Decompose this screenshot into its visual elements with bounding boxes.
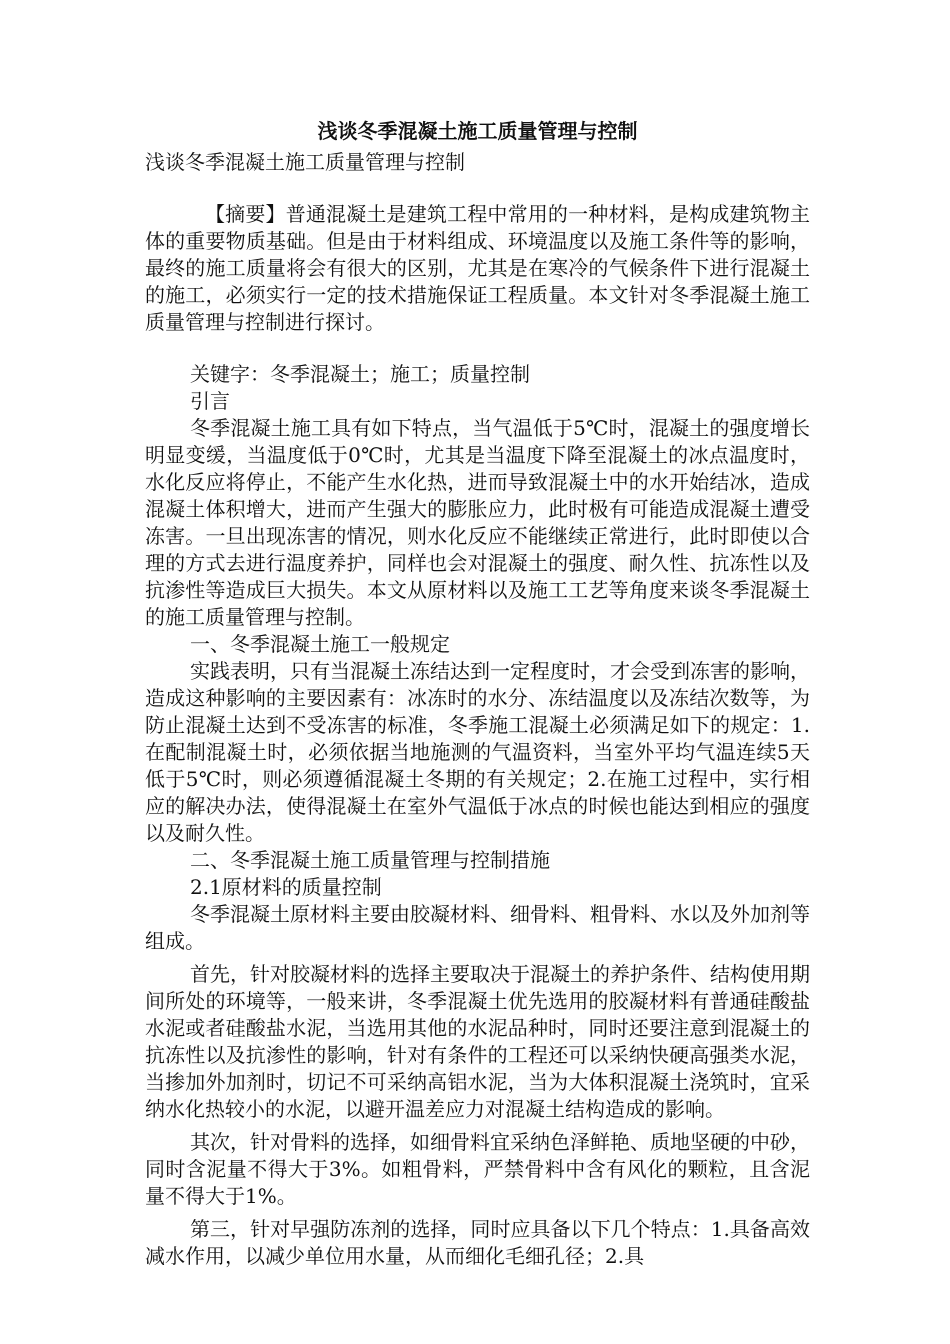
section1-heading: 一、冬季混凝土施工一般规定 <box>190 632 450 656</box>
section2-paragraph-1: 冬季混凝土原材料主要由胶凝材料、细骨料、粗骨料、水以及外加剂等组成。 <box>145 902 810 953</box>
document-body <box>145 118 810 1270</box>
abstract-paragraph: 【摘要】普通混凝土是建筑工程中常用的一种材料，是构成建筑物主体的重要物质基础。但是由于材料组成、环境温度以及施工条件等的影响，最终的施工质量将会有很大的区别，尤其是在寒冷的气候条件下进行混凝土的施工，必须实行一定的技术措施保证工程质量。本文针对冬季混凝土施工质量管理与控制进行探讨。 <box>145 202 810 334</box>
intro-heading: 引言 <box>190 389 230 413</box>
section2-heading: 二、冬季混凝土施工质量管理与控制措施 <box>190 848 550 872</box>
section2-1-heading: 2.1原材料的质量控制 <box>190 875 382 899</box>
section2-paragraph-2: 首先，针对胶凝材料的选择主要取决于混凝土的养护条件、结构使用期间所处的环境等，一般来讲，冬季混凝土优先选用的胶凝材料有普通硅酸盐水泥或者硅酸盐水泥，当选用其他的水泥品种时，同时还要注意到混凝土的抗冻性以及抗渗性的影响，针对有条件的工程还可以采纳快硬高强类水泥，当掺加外加剂时，切记不可采纳高铝水泥，当为大体积混凝土浇筑时，宜采纳水化热较小的水泥，以避开温差应力对混凝土结构造成的影响。 <box>145 962 810 1121</box>
keywords-line: 关键字：冬季混凝土；施工；质量控制 <box>190 362 530 386</box>
document-title: 浅谈冬季混凝土施工质量管理与控制 <box>317 119 638 143</box>
document-subtitle: 浅谈冬季混凝土施工质量管理与控制 <box>145 150 465 174</box>
intro-paragraph: 冬季混凝土施工具有如下特点，当气温低于5℃时，混凝土的强度增长明显变缓，当温度低于0℃时，尤其是当温度下降至混凝土的冰点温度时，水化反应将停止，不能产生水化热，进而导致混凝土中的水开始结冰，造成混凝土体积增大，进而产生强大的膨胀应力，此时极有可能造成混凝土遭受冻害。一旦出现冻害的情况，则水化反应不能继续正常进行，此时即使以合理的方式去进行温度养护，同样也会对混凝土的强度、耐久性、抗冻性以及抗渗性等造成巨大损失。本文从原材料以及施工工艺等角度来谈冬季混凝土的施工质量管理与控制。 <box>145 416 810 629</box>
section2-paragraph-4: 第三，针对早强防冻剂的选择，同时应具备以下几个特点：1.具备高效减水作用，以减少单位用水量，从而细化毛细孔径；2.具 <box>145 1217 810 1268</box>
section1-paragraph: 实践表明，只有当混凝土冻结达到一定程度时，才会受到冻害的影响，造成这种影响的主要因素有：冰冻时的水分、冻结温度以及冻结次数等，为防止混凝土达到不受冻害的标准，冬季施工混凝土必须满足如下的规定：1.在配制混凝土时，必须依据当地施测的气温资料，当室外平均气温连续5天低于5℃时，则必须遵循混凝土冬期的有关规定；2.在施工过程中，实行相应的解决办法，使得混凝土在室外气温低于冰点的时候也能达到相应的强度以及耐久性。 <box>145 659 810 845</box>
section2-paragraph-3: 其次，针对骨料的选择，如细骨料宜采纳色泽鲜艳、质地坚硬的中砂，同时含泥量不得大于3%。如粗骨料，严禁骨料中含有风化的颗粒，且含泥量不得大于1%。 <box>145 1130 810 1208</box>
